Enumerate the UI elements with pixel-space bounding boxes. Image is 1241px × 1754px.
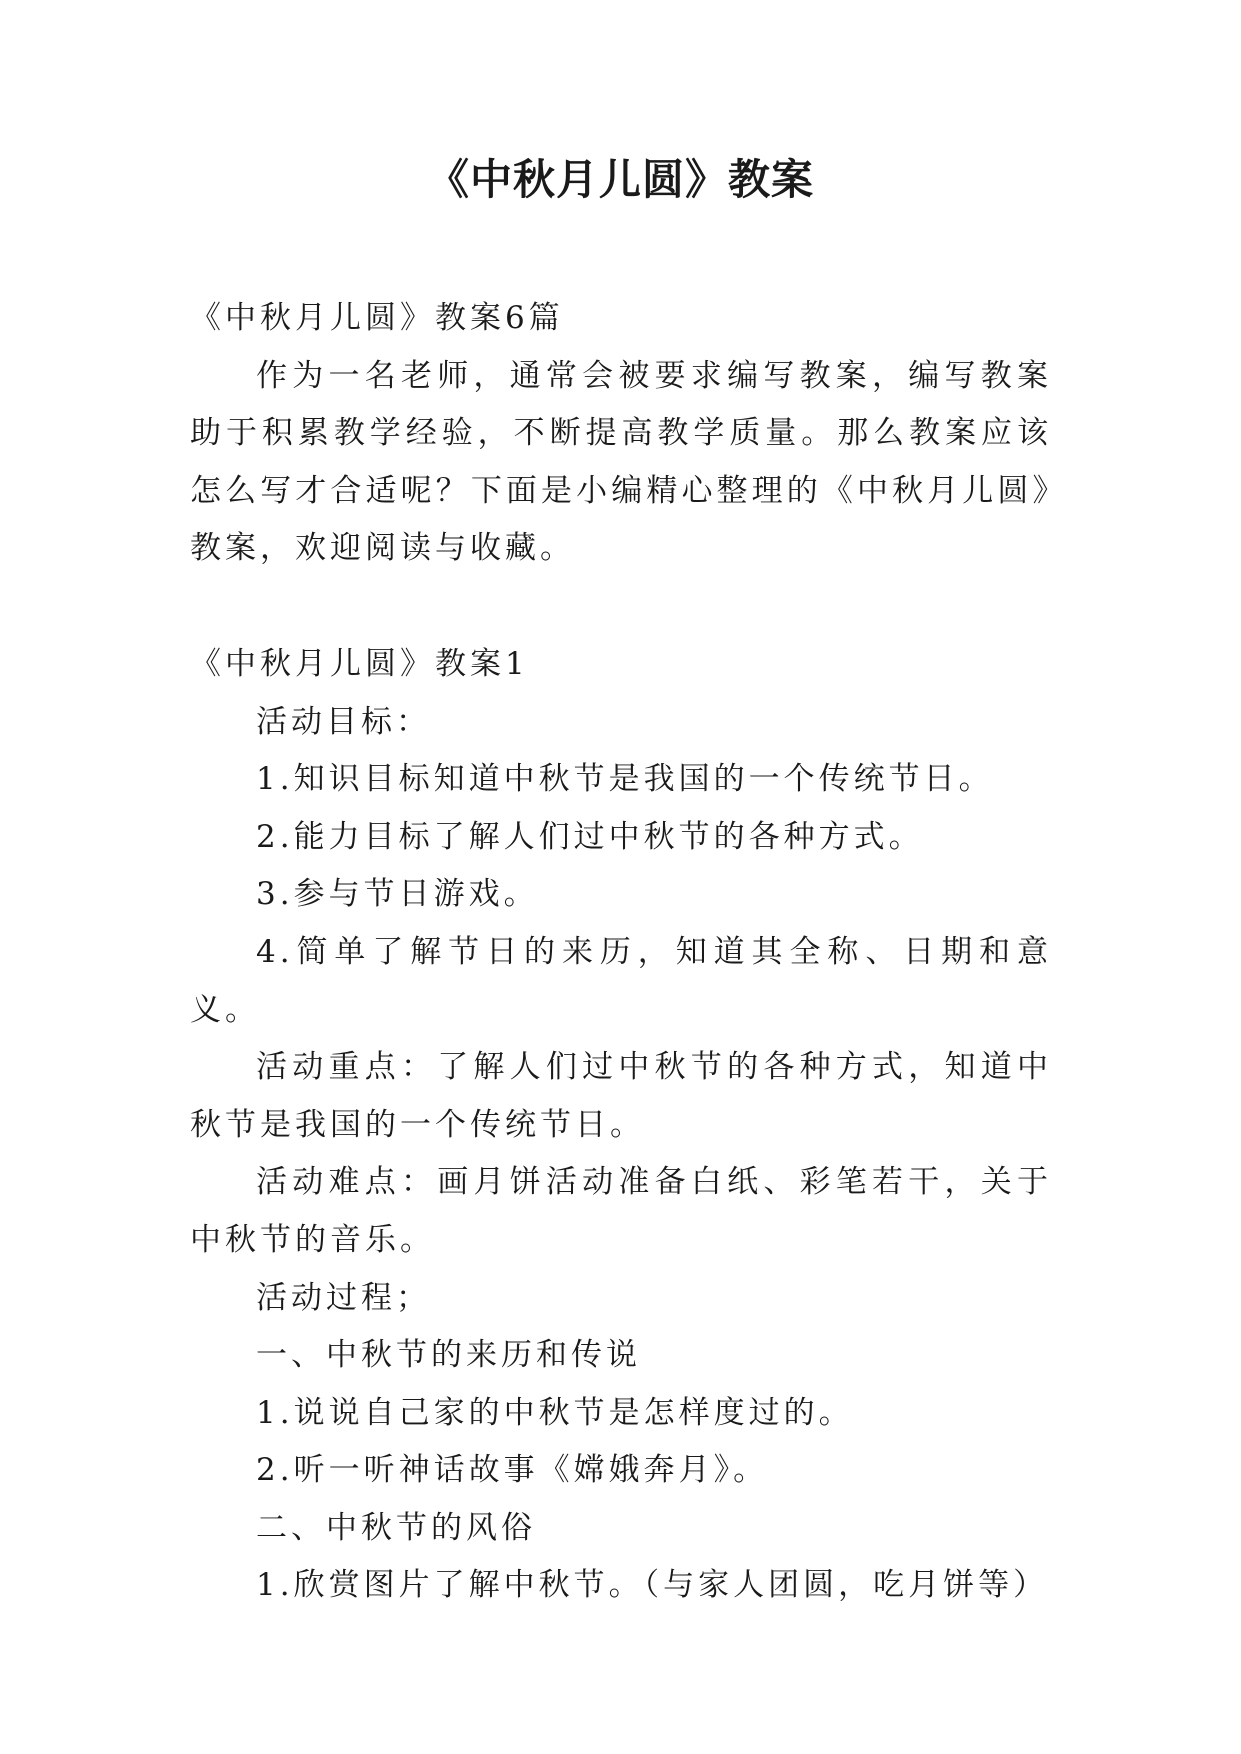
paragraph: 2.听一听神话故事《嫦娥奔月》。 [256,1452,769,1489]
document-body [190,290,1052,1615]
paragraph: 二、中秋节的风俗 [256,1509,536,1546]
paragraph: 活动过程； [256,1279,431,1316]
paragraph: 《中秋月儿圆》教案1 [190,645,529,682]
paragraph: 1.欣赏图片了解中秋节。（与家人团圆，吃月饼等） [256,1567,1049,1604]
paragraph: 1.说说自己家的中秋节是怎样度过的。 [256,1394,854,1431]
paragraph: 作为一名老师，通常会被要求编写教案，编写教案助于积累教学经验，不断提高教学质量。那么教案应该怎么写才合适呢？下面是小编精心整理的《中秋月儿圆》教案，欢迎阅读与收藏。 [190,357,1052,567]
paragraph: 活动目标： [256,703,431,740]
paragraph: 一、中秋节的来历和传说 [256,1337,641,1374]
document-title: 《中秋月儿圆》教案 [426,155,814,204]
paragraph-gap [190,578,1052,636]
paragraph: 活动难点：画月饼活动准备白纸、彩笔若干，关于中秋节的音乐。 [190,1164,1052,1258]
paragraph: 《中秋月儿圆》教案6篇 [190,300,564,336]
paragraph: 4.简单了解节日的来历，知道其全称、日期和意义。 [190,933,1052,1028]
paragraph: 2.能力目标了解人们过中秋节的各种方式。 [256,818,924,855]
paragraph: 3.参与节日游戏。 [256,876,539,913]
paragraph: 1.知识目标知道中秋节是我国的一个传统节日。 [256,761,994,798]
paragraph: 活动重点：了解人们过中秋节的各种方式，知道中秋节是我国的一个传统节日。 [190,1049,1052,1143]
